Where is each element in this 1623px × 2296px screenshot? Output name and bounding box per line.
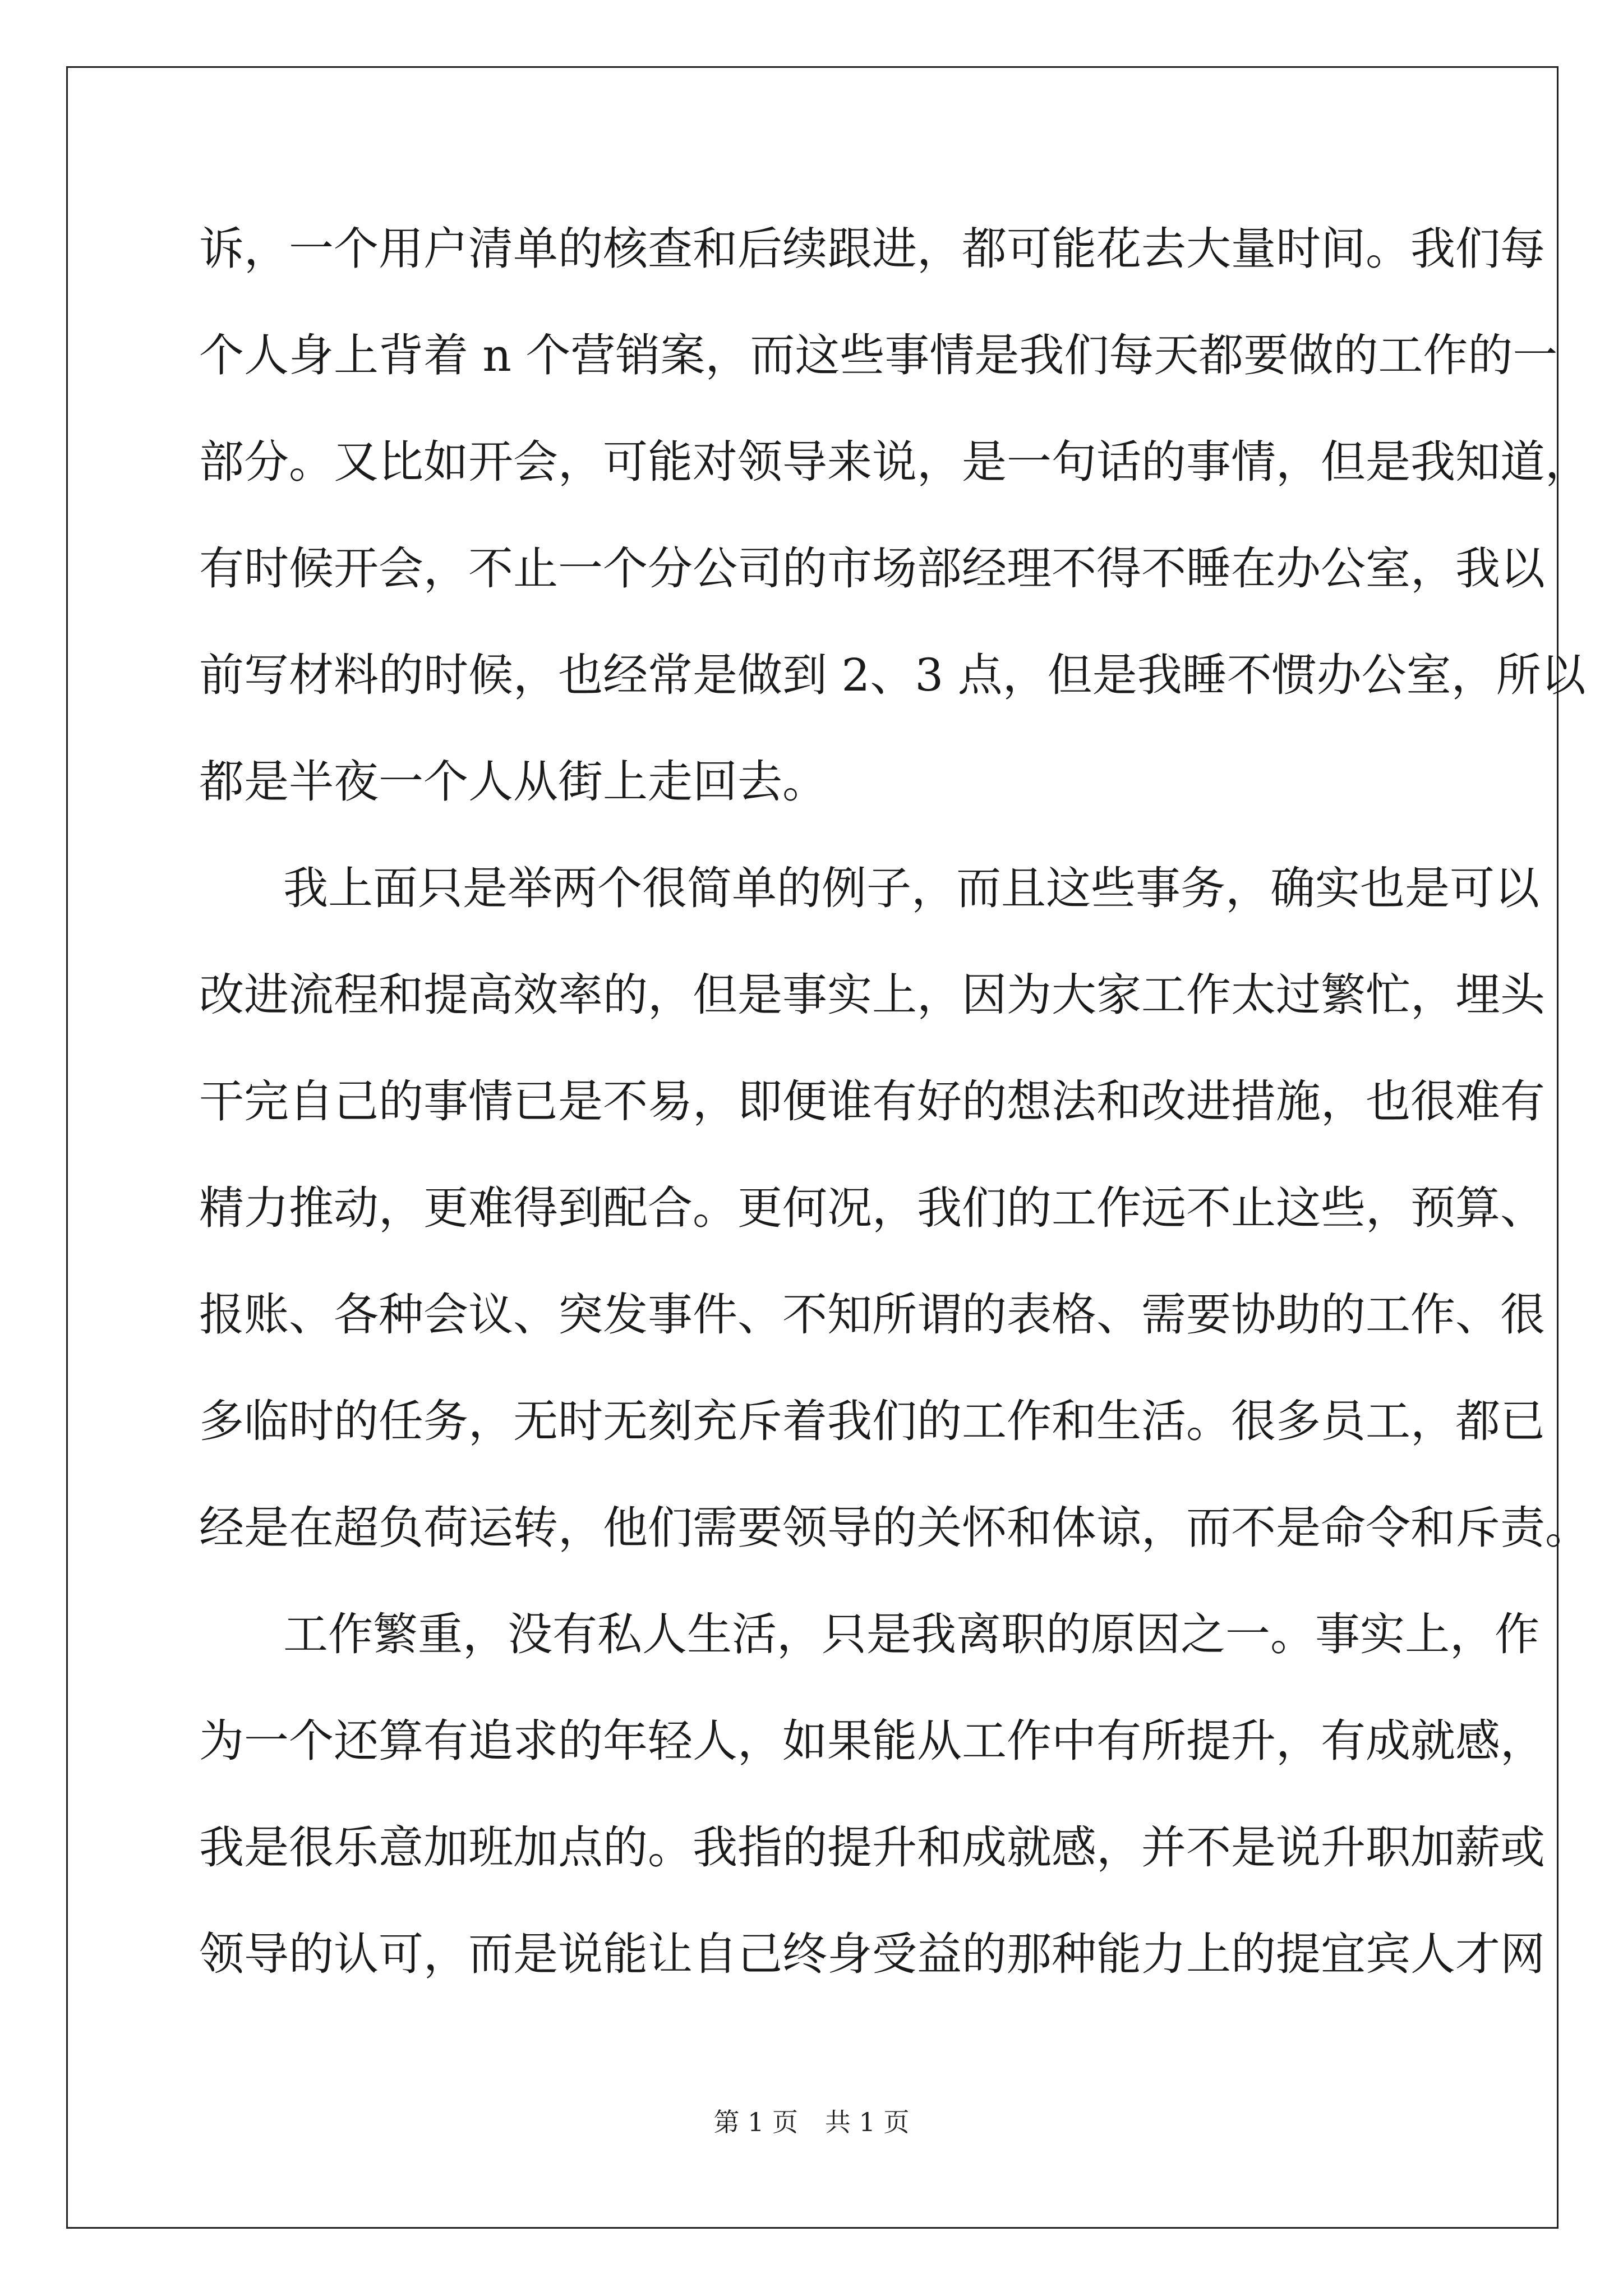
text-line: 我是很乐意加班加点的。我指的提升和成就感，并不是说升职加薪或 [199,1821,1545,1874]
text-line: 多临时的任务，无时无刻充斥着我们的工作和生活。很多员工，都已 [199,1395,1545,1447]
text-line: 领导的认可，而是说能让自己终身受益的那种能力上的提宜宾人才网 [199,1928,1545,1980]
paragraph-start-line: 我上面只是举两个很简单的例子，而且这些事务，确实也是可以 [283,862,1539,914]
text-line: 部分。又比如开会，可能对领导来说，是一句话的事情，但是我知道， [199,436,1590,488]
page-total: 共 1 页 [825,2107,910,2137]
paragraph-start-line: 工作繁重，没有私人生活，只是我离职的原因之一。事实上，作 [283,1608,1539,1660]
text-line: 经是在超负荷运转，他们需要领导的关怀和体谅，而不是命令和斥责。 [199,1502,1590,1554]
page-footer [0,2102,1623,2139]
text-line: 干完自己的事情已是不易，即便谁有好的想法和改进措施，也很难有 [199,1075,1545,1128]
text-line: 诉，一个用户清单的核查和后续跟进，都可能花去大量时间。我们每 [199,223,1545,275]
text-line: 有时候开会，不止一个分公司的市场部经理不得不睡在办公室，我以 [199,542,1545,595]
text-line: 改进流程和提高效率的，但是事实上，因为大家工作太过繁忙，埋头 [199,969,1545,1021]
text-line: 个人身上背着 n 个营销案，而这些事情是我们每天都要做的工作的一 [199,329,1558,381]
text-line: 报账、各种会议、突发事件、不知所谓的表格、需要协助的工作、很 [199,1289,1545,1341]
text-line: 精力推动，更难得到配合。更何况，我们的工作远不止这些，预算、 [199,1182,1545,1234]
page-number: 第 1 页 [713,2107,798,2137]
text-line: 为一个还算有追求的年轻人，如果能从工作中有所提升，有成就感， [199,1715,1545,1767]
text-line: 前写材料的时候，也经常是做到 2、3 点，但是我睡不惯办公室，所以 [199,649,1586,701]
document-body [199,218,1590,2030]
text-line: 都是半夜一个人从街上走回去。 [199,756,827,808]
